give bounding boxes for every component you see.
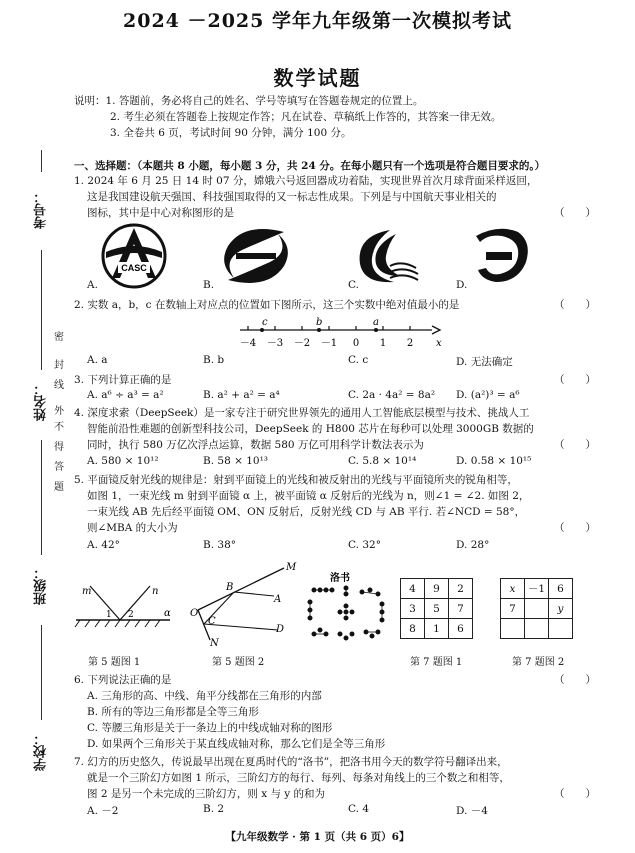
q5-option-a[interactable]: A. 42° <box>87 539 120 551</box>
q2-option-d[interactable]: D. 无法确定 <box>456 356 513 368</box>
q5-option-c[interactable]: C. 32° <box>348 539 381 551</box>
q4-option-a[interactable]: A. 580 × 10¹² <box>87 455 159 467</box>
exam-no-label: 考号： <box>34 190 49 229</box>
q7-line-3: 图 2 是另一个未完成的三阶幻方，则 x 与 y 的和为 <box>87 788 326 800</box>
q4-option-d[interactable]: D. 0.58 × 10¹⁵ <box>456 455 532 467</box>
point-b-label: b <box>316 317 323 328</box>
point-M-label: M <box>286 562 297 573</box>
q5-line-2: 如图 1，一束光线 m 射到平面镜 α 上，被平面镜 α 反射后的光线为 n，则∠1 = ∠2. 如图 2， <box>87 490 530 502</box>
swirl-logo <box>214 226 298 286</box>
q7-line-2: 就是一个三阶幻方如图 1 所示，三阶幻方的每行、每列、每条对角线上的三个数之和相等， <box>87 772 510 784</box>
seal-char: 密 <box>54 332 64 343</box>
magic-square-2 <box>500 578 573 639</box>
q4-line-2: 智能前沿性难题的创新型科技公司，DeepSeek 的 H800 芯片在每秒可以处理 3000GB 数据的 <box>87 423 534 435</box>
seal-char: 不 <box>54 422 64 433</box>
seal-char: 题 <box>54 482 64 493</box>
magic-cell: 5 <box>425 599 449 619</box>
magic-cell: 7 <box>449 599 473 619</box>
point-a <box>374 328 378 332</box>
axis-tick-label: －2 <box>293 338 311 349</box>
q1-line-2: 这是我国建设航天强国、科技强国取得的又一标志性成果。下列是与中国航天事业相关的 <box>87 191 497 203</box>
school-line <box>41 625 42 720</box>
q7-option-b[interactable]: B. 2 <box>203 803 225 815</box>
question-2 <box>74 297 604 313</box>
magic-cell: 4 <box>401 579 425 599</box>
axis-tick-label: 1 <box>379 338 387 349</box>
q7-line-1: 7. 幻方的历史悠久，传说最早出现在夏禹时代的“洛书”，把洛书用今天的数学符号翻译出来， <box>74 756 508 768</box>
q6-option-c[interactable]: C. 等腰三角形是关于一条边上的中线成轴对称的图形 <box>87 722 333 734</box>
magic-cell: 8 <box>401 619 425 639</box>
exam-no-line <box>41 150 42 172</box>
point-O-label: O <box>190 608 199 619</box>
name-line <box>41 250 42 370</box>
point-C-label: C <box>208 616 216 627</box>
figure-5-1 <box>70 578 180 638</box>
question-7 <box>74 754 604 802</box>
point-c-label: c <box>262 317 268 328</box>
answer-paren: （ ） <box>554 299 596 311</box>
seal-char: 封 <box>54 360 64 371</box>
figure-7-1-caption: 第 7 题图 1 <box>410 657 463 668</box>
section-heading: 一、选择题：（本题共 8 小题，每小题 3 分，共 24 分。在每小题只有一个选项是符合题目要求的。） <box>74 160 546 172</box>
casc-logo-text: CASC <box>121 263 147 273</box>
q4-options <box>74 455 594 467</box>
q6-option-b[interactable]: B. 所有的等边三角形都是全等三角形 <box>87 706 259 718</box>
school-label: 学校： <box>34 732 49 771</box>
q5-option-b[interactable]: B. 38° <box>203 539 237 551</box>
magic-cell: 9 <box>425 579 449 599</box>
q1-option-c[interactable]: C. <box>348 279 359 291</box>
q3-option-c[interactable]: C. 2a · 4a² = 8a² <box>348 389 436 401</box>
figure-5-2 <box>188 560 298 648</box>
axis-tick-label: －4 <box>239 338 257 349</box>
q4-option-c[interactable]: C. 5.8 × 10¹⁴ <box>348 455 417 467</box>
note-2: 2. 考生必须在答题卷上按规定作答；凡在试卷、草稿纸上作答的，其答案一律无效。 <box>110 111 502 123</box>
point-D-label: D <box>276 624 285 635</box>
subject-title: 数学试题 <box>273 66 362 90</box>
q1-options <box>74 279 594 291</box>
axis-x-label: x <box>436 338 442 349</box>
magic-cell <box>525 599 549 619</box>
q3-stem: 3. 下列计算正确的是 <box>74 374 172 386</box>
ray-n-label: n <box>152 586 159 597</box>
magic-cell <box>501 619 525 639</box>
magic-cell: －1 <box>525 579 549 599</box>
class-label: 班级： <box>34 566 49 605</box>
q1-line-1: 1. 2024 年 6 月 25 日 14 时 07 分，嫦娥六号返回器成功着陆，实现世界首次月球背面采样返回， <box>74 175 538 187</box>
answer-paren: （ ） <box>554 439 596 451</box>
q5-options <box>74 539 594 551</box>
axis-tick-label: 0 <box>352 338 360 349</box>
q5-line-4: 则∠MBA 的大小为 <box>87 522 178 534</box>
q7-option-c[interactable]: C. 4 <box>348 803 370 815</box>
magic-cell: 6 <box>449 619 473 639</box>
magic-cell <box>549 619 573 639</box>
question-4 <box>74 405 604 453</box>
instructions <box>74 93 614 141</box>
seal-char: 得 <box>54 442 64 453</box>
axis-tick-label: －1 <box>320 338 338 349</box>
q2-options <box>74 354 594 369</box>
q4-option-b[interactable]: B. 58 × 10¹³ <box>203 455 269 467</box>
magic-cell: x <box>501 579 525 599</box>
q1-line-3: 图标，其中是中心对称图形的是 <box>87 207 234 219</box>
luoshu-label: 洛书 <box>330 573 350 584</box>
q6-stem: 6. 下列说法正确的是 <box>74 674 172 686</box>
q7-option-a[interactable]: A. －2 <box>87 805 119 817</box>
point-B-label: B <box>226 582 234 593</box>
mirror-alpha-label: α <box>164 608 171 619</box>
q6-option-d[interactable]: D. 如果两个三角形关于某直线成轴对称，那么它们是全等三角形 <box>87 738 386 750</box>
note-3: 3. 全卷共 6 页，考试时间 90 分钟，满分 100 分。 <box>110 127 352 139</box>
magic-cell: 2 <box>449 579 473 599</box>
class-line <box>41 440 42 555</box>
question-6 <box>74 672 604 752</box>
figure-5-2-caption: 第 5 题图 2 <box>212 657 265 668</box>
q6-option-a[interactable]: A. 三角形的高、中线、角平分线都在三角形的内部 <box>87 690 322 702</box>
q3-options <box>74 389 594 401</box>
magic-cell: 7 <box>501 599 525 619</box>
angle-2-label: 2 <box>128 610 134 620</box>
answer-paren: （ ） <box>554 374 596 386</box>
answer-paren: （ ） <box>554 788 596 800</box>
q3-option-a[interactable]: A. a⁶ ÷ a³ = a² <box>87 389 164 401</box>
point-N-label: N <box>210 638 219 648</box>
q5-line-3: 一束光线 AB 先后经平面镜 OM、ON 反射后，反射光线 CD 与 AB 平行. 若∠NCD = 58°， <box>87 506 526 518</box>
magic-cell: y <box>549 599 573 619</box>
luoshu-figure <box>300 572 392 648</box>
seal-char: 外 <box>54 406 64 417</box>
q4-line-1: 4. 深度求索（DeepSeek）是一家专注于研究世界领先的通用人工智能底层模型与技术、挑战人工 <box>74 407 530 419</box>
axis-tick-label: 2 <box>406 338 414 349</box>
q2-stem: 2. 实数 a，b，c 在数轴上对应点的位置如下图所示，这三个实数中绝对值最小的是 <box>74 299 460 311</box>
q5-line-1: 5. 平面镜反射光线的规律是：射到平面镜上的光线和被反射出的光线与平面镜所夹的锐角相等， <box>74 474 518 486</box>
point-b <box>317 328 321 332</box>
ray-m-label: m <box>82 586 92 597</box>
question-3 <box>74 372 604 388</box>
q2-option-b[interactable]: B. b <box>203 354 225 366</box>
q1-option-d[interactable]: D. <box>456 279 468 291</box>
seal-char: 答 <box>54 462 64 473</box>
answer-paren: （ ） <box>554 207 596 219</box>
answer-paren: （ ） <box>554 522 596 534</box>
q3-option-d[interactable]: D. (a²)³ = a⁶ <box>456 389 520 401</box>
magic-cell: 1 <box>425 619 449 639</box>
q1-option-a[interactable]: A. <box>87 279 98 291</box>
q2-option-c[interactable]: C. c <box>348 354 369 366</box>
point-A-label: A <box>274 594 282 605</box>
q7-option-d[interactable]: D. －4 <box>456 805 488 817</box>
seal-char: 线 <box>54 380 64 391</box>
axis-tick-label: －3 <box>266 338 284 349</box>
magic-cell: 3 <box>401 599 425 619</box>
magic-cell <box>525 619 549 639</box>
q7-options <box>74 803 594 818</box>
number-line <box>232 316 452 352</box>
q2-option-a[interactable]: A. a <box>87 354 108 366</box>
name-label: 姓名： <box>34 382 49 421</box>
question-5 <box>74 472 604 536</box>
angle-1-label: 1 <box>106 610 112 620</box>
point-a-label: a <box>373 317 379 328</box>
note-1: 说明：1. 答题前，务必将自己的姓名、学号等填写在答题卷规定的位置上。 <box>74 95 424 107</box>
q3-option-b[interactable]: B. a² + a² = a⁴ <box>203 389 280 401</box>
binding-margin <box>8 150 64 800</box>
answer-paren: （ ） <box>554 674 596 686</box>
figure-7-2-caption: 第 7 题图 2 <box>512 657 565 668</box>
magic-square-1 <box>400 578 473 639</box>
question-1 <box>74 173 604 221</box>
q1-option-b[interactable]: B. <box>203 279 215 291</box>
exam-title: 2024 －2025 学年九年级第一次模拟考试 <box>123 10 512 32</box>
point-c <box>260 328 264 332</box>
q4-line-3: 同时，执行 580 万亿次浮点运算，数据 580 万亿可用科学计数法表示为 <box>87 439 424 451</box>
q5-option-d[interactable]: D. 28° <box>456 539 490 551</box>
magic-cell: 6 <box>549 579 573 599</box>
page-footer: 【九年级数学 · 第 1 页（共 6 页）6】 <box>225 831 410 843</box>
figure-5-1-caption: 第 5 题图 1 <box>88 657 141 668</box>
